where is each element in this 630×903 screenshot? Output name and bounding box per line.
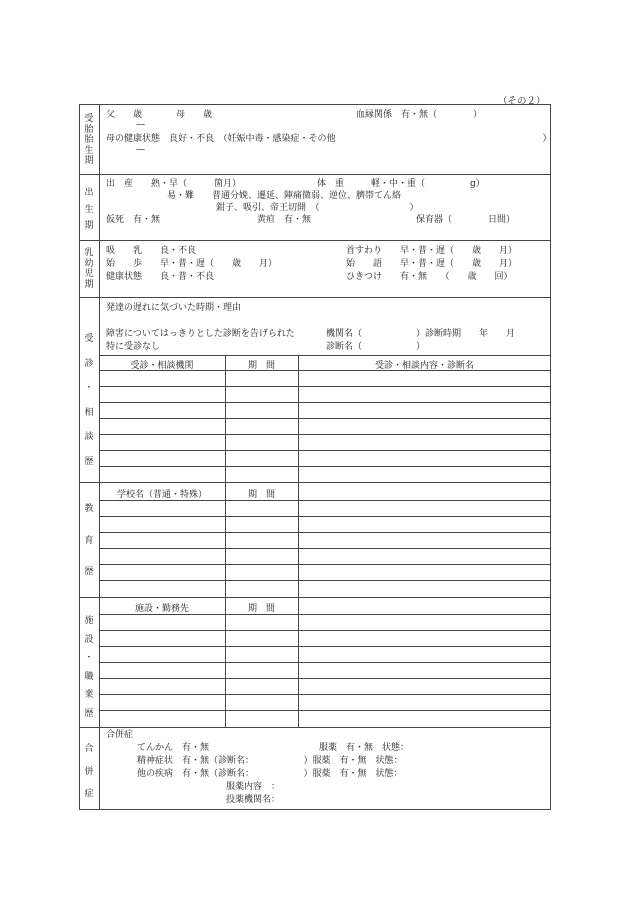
- table-row-line: [99, 646, 551, 647]
- no-visit: 特に受診なし: [106, 342, 161, 352]
- medication-content: 服薬内容 ：: [226, 782, 281, 792]
- table-row-line: [99, 532, 551, 533]
- table-row-line: [99, 450, 551, 451]
- suckling: 吸 乳 良・不良: [106, 246, 197, 256]
- table-row-line: [99, 370, 551, 371]
- facility-header: 施 設 ・ 職 業 歴: [84, 616, 94, 719]
- health-state: 健康状態 良・普・不良: [106, 272, 215, 282]
- table-row-line: [99, 386, 551, 387]
- mother-age: 母 歳: [176, 110, 213, 120]
- section-divider: [79, 727, 551, 728]
- side-column-divider: [99, 104, 100, 810]
- col-edu-period: 期 間: [247, 490, 275, 500]
- table-row-line: [99, 694, 551, 695]
- prenatal-header: 受 胎 胎 生 期: [84, 114, 94, 166]
- psychiatric-symptoms: 精神症状 有・無（診断名： ）服薬 有・無 状態：: [137, 756, 403, 766]
- father-age: 父 歳: [106, 110, 143, 120]
- table-row-line: [99, 614, 551, 615]
- section-divider: [79, 174, 551, 175]
- table-row-line: [99, 662, 551, 663]
- birth-header: 出 生 期: [84, 188, 94, 231]
- table-row-line: [99, 418, 551, 419]
- table-row-line: [99, 630, 551, 631]
- col-content: 受診・相談内容・診断名: [374, 361, 474, 371]
- table-row-line: [99, 500, 551, 501]
- table-row-line: [99, 580, 551, 581]
- table-row-line: [99, 548, 551, 549]
- table-row-line: [99, 564, 551, 565]
- delivery-ease: 易・難 普通分娩、遷延、陣痛微弱、逆位、臍帯てん絡: [167, 191, 402, 201]
- table-row-line: [99, 466, 551, 467]
- complications-header: 合 併 症: [84, 744, 94, 799]
- asphyxia: 仮死 有・無: [106, 215, 161, 225]
- table-row-line: [99, 710, 551, 711]
- col-school: 学校名（普通・特殊）: [116, 490, 207, 500]
- section-divider: [79, 482, 551, 483]
- walking: 始 歩 早・普・遅（ 歳 月）: [106, 259, 278, 269]
- jaundice: 黄疸 有・無: [257, 215, 312, 225]
- table-top-line: [99, 355, 551, 356]
- delivery-method: 鉗子、吸引、帝王切開 （ ）: [216, 203, 419, 213]
- seizures: ひきつけ 有・無 （ 歳 回）: [346, 272, 513, 282]
- table-row-line: [99, 434, 551, 435]
- section-divider: [79, 297, 551, 298]
- consanguinity: 血縁関係 有・無（ ）: [356, 110, 483, 120]
- col-facility: 施設・勤務先: [134, 604, 189, 614]
- education-header: 教 育 歴: [84, 504, 94, 577]
- table-row-line: [99, 516, 551, 517]
- neck-control: 首すわり 早・普・遅（ 歳 月）: [346, 246, 518, 256]
- complications-title: 合併症: [106, 730, 134, 740]
- delay-noticed: 発達の遅れに気づいた時期・理由: [106, 303, 242, 313]
- medication-institution: 投薬機関名：: [226, 795, 281, 805]
- section-divider: [79, 597, 551, 598]
- table-row-line: [99, 678, 551, 679]
- epilepsy-medication: 服薬 有・無 状態：: [319, 743, 410, 753]
- diagnosis-name: 診断名（ ）: [326, 342, 426, 352]
- diagnosis-told: 障害についてはっきりとした診断を告げられた: [106, 329, 295, 339]
- consultation-header: 受 診 ・ 相 談 歴: [84, 334, 94, 467]
- mother-underline: —: [136, 145, 145, 155]
- infancy-header: 乳 幼 児 期: [84, 248, 94, 290]
- birth-weight: 体 重 軽・中・重（ g）: [317, 179, 485, 189]
- diagnosis-institution: 機関名（ ）診断時期 年 月: [326, 329, 516, 339]
- first-words: 始 語 早・普・遅（ 歳 月）: [346, 259, 518, 269]
- mother-health: 母の健康状態 良好・不良 （妊娠中毒・感染症・その他 ）: [106, 134, 552, 144]
- father-underline: —: [136, 120, 145, 130]
- col-institution: 受診・相談機関: [130, 361, 194, 371]
- col-period: 期 間: [247, 361, 275, 371]
- other-disease: 他の疾病 有・無（診断名： ）服薬 有・無 状態：: [137, 769, 403, 779]
- col-fac-period: 期 間: [247, 604, 275, 614]
- table-row-line: [99, 402, 551, 403]
- delivery: 出 産 熟・早（ 箇月）: [106, 179, 242, 189]
- epilepsy: てんかん 有・無: [137, 743, 210, 753]
- section-divider: [79, 240, 551, 241]
- incubator: 保育器（ 日間）: [416, 215, 516, 225]
- page-label: （その２）: [498, 96, 546, 107]
